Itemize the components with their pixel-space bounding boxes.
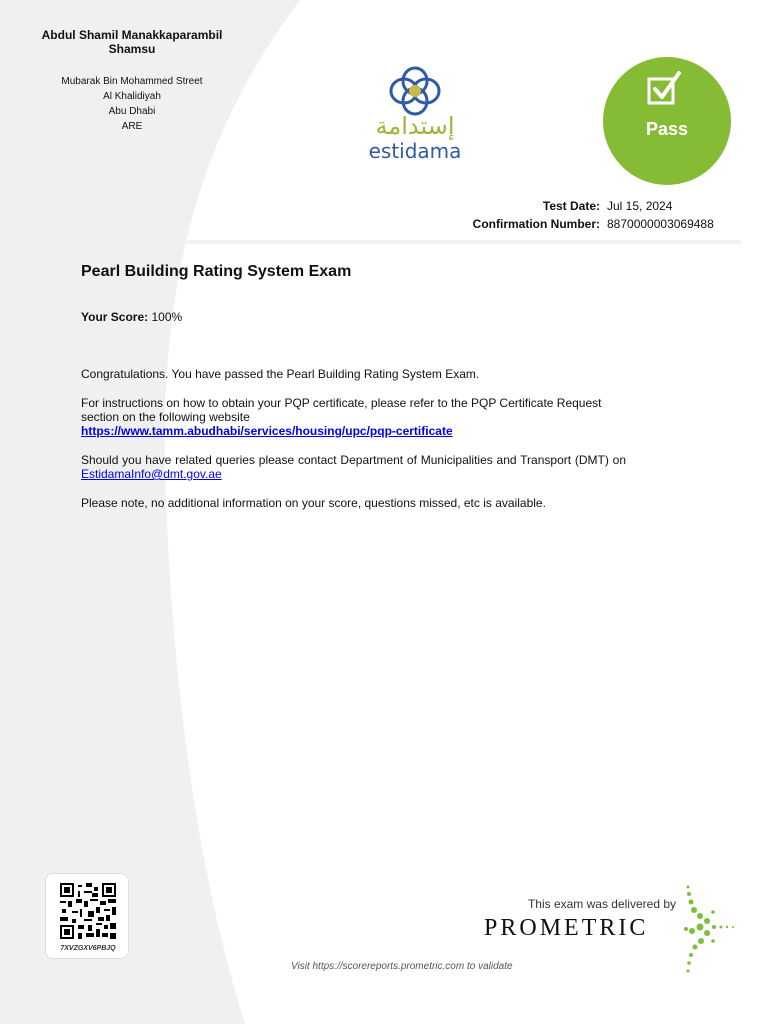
prometric-wordmark: PROMETRIC bbox=[484, 915, 649, 941]
logo-arabic-text: إستدامة bbox=[375, 112, 455, 140]
report-content bbox=[81, 262, 626, 510]
instructions-block bbox=[81, 396, 626, 438]
qr-card bbox=[45, 873, 129, 959]
pass-label: Pass bbox=[645, 119, 689, 139]
score-label: Your Score: bbox=[81, 310, 149, 324]
address-line: Mubarak Bin Mohammed Street bbox=[61, 76, 203, 87]
confirmation-label: Confirmation Number: bbox=[472, 217, 600, 231]
note-text: Please note, no additional information on your score, questions missed, etc is available. bbox=[81, 496, 546, 510]
queries-text: Should you have related queries please contact Department of Municipalities and Transport (DMT) on bbox=[81, 453, 626, 467]
pqp-certificate-link[interactable]: https://www.tamm.abudhabi/services/housing/upc/pqp-certificate bbox=[81, 424, 453, 438]
candidate-name: Abdul Shamil Manakkaparambil Shamsu bbox=[41, 28, 223, 56]
exam-title: Pearl Building Rating System Exam bbox=[81, 263, 352, 280]
candidate-address bbox=[22, 74, 242, 134]
instructions-text: For instructions on how to obtain your PQP certificate, please refer to the PQP Certificate Request section on the following website bbox=[81, 396, 602, 424]
divider bbox=[158, 240, 741, 244]
checkmark-icon bbox=[645, 69, 685, 109]
address-line: ARE bbox=[121, 121, 143, 132]
logo-english-text: estidama bbox=[368, 139, 462, 163]
score-value: 100% bbox=[151, 310, 183, 324]
test-date-value: Jul 15, 2024 bbox=[607, 199, 673, 213]
validate-text: Visit https://scorereports.prometric.com to validate bbox=[291, 961, 513, 972]
estidama-logo-icon bbox=[385, 64, 445, 118]
qr-code-text: 7XVZGXV6PBJQ bbox=[60, 945, 116, 952]
test-date-row bbox=[473, 197, 720, 215]
queries-block bbox=[81, 453, 626, 481]
candidate-block bbox=[22, 28, 242, 134]
confirmation-row bbox=[473, 215, 720, 233]
address-line: Abu Dhabi bbox=[108, 106, 156, 117]
prometric-mark-icon bbox=[680, 883, 738, 975]
test-date-label: Test Date: bbox=[542, 199, 600, 213]
qr-code-icon bbox=[60, 883, 116, 939]
estidama-logo bbox=[360, 64, 470, 164]
confirmation-value: 8870000003069488 bbox=[607, 217, 714, 231]
address-line: Al Khalidiyah bbox=[103, 91, 161, 102]
congrats-text: Congratulations. You have passed the Pearl Building Rating System Exam. bbox=[81, 367, 480, 381]
test-info bbox=[473, 197, 720, 233]
score-line bbox=[81, 310, 626, 324]
email-link[interactable]: EstidamaInfo@dmt.gov.ae bbox=[81, 467, 222, 481]
pass-badge bbox=[603, 57, 731, 185]
delivered-by-text: This exam was delivered by bbox=[527, 897, 676, 911]
